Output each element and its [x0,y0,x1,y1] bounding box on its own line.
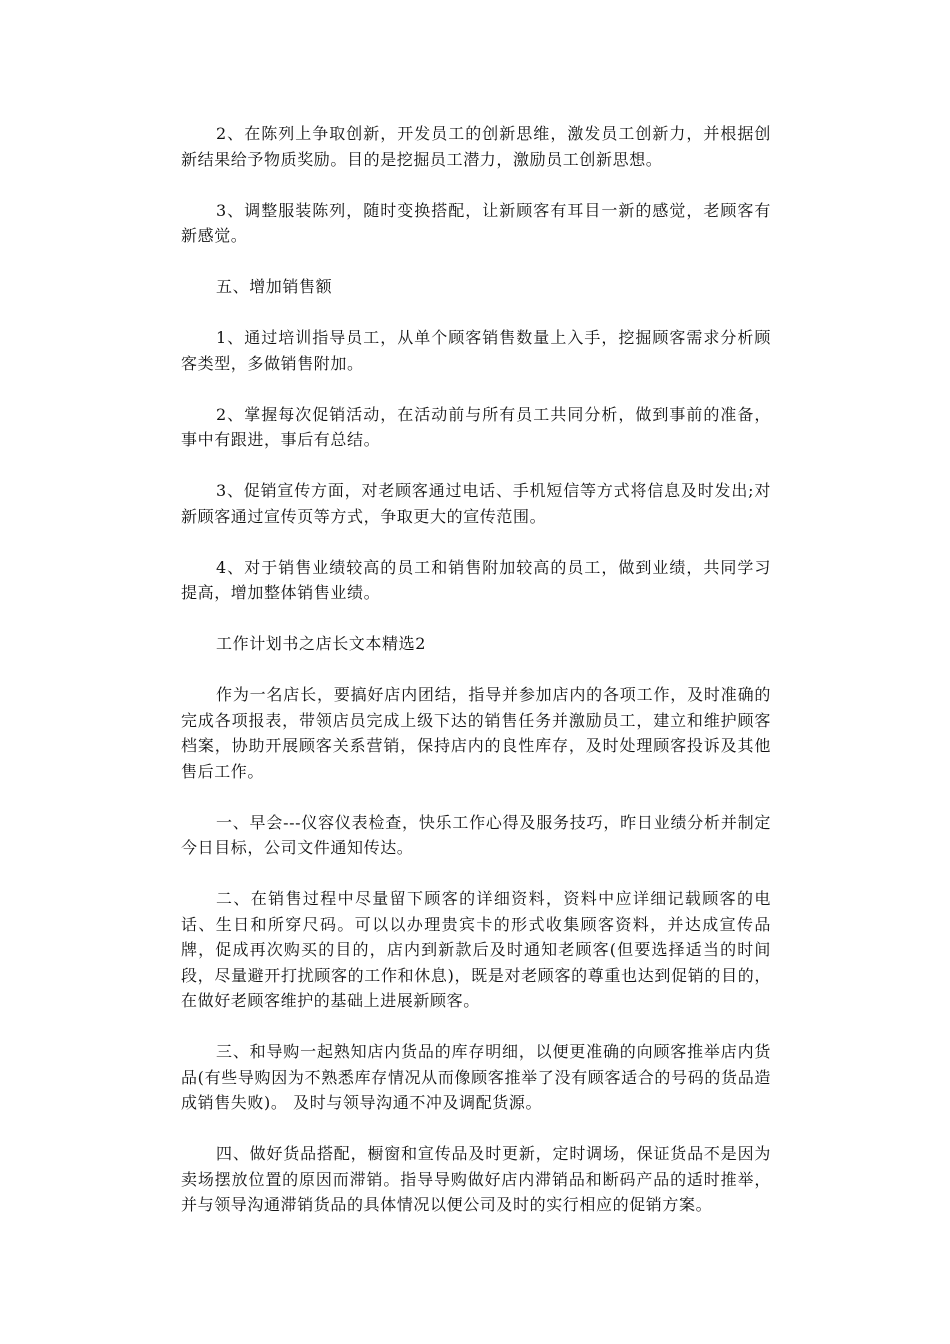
section-heading-increase-sales: 五、增加销售额 [216,277,333,296]
paragraph-high-performers: 4、对于销售业绩较高的员工和销售附加较高的员工，做到业绩，共同学习提高，增加整体销售业绩。 [181,557,771,602]
paragraph-adjust-display: 3、调整服装陈列，随时变换搭配，让新顾客有耳目一新的感觉，老顾客有新感觉。 [181,200,771,245]
paragraph-inventory: 三、和导购一起熟知店内货品的库存明细，以便更准确的向顾客推举店内货品(有些导购因为不熟悉库存情况从而像顾客推举了没有顾客适合的号码的货品造成销售失败)。 及时与领导沟通不冲及调配货源。 [181,1042,771,1112]
paragraph-training-staff: 1、通过培训指导员工，从单个顾客销售数量上入手，挖掘顾客需求分析顾客类型，多做销售附加。 [181,328,771,373]
paragraph-promotion-publicity: 3、促销宣传方面，对老顾客通过电话、手机短信等方式将信息及时发出;对新顾客通过宣传页等方式，争取更大的宣传范围。 [181,481,771,526]
document-page [181,121,771,1243]
paragraph-store-manager-duties: 作为一名店长，要搞好店内团结，指导并参加店内的各项工作，及时准确的完成各项报表，带领店员完成上级下达的销售任务并激励员工，建立和维护顾客档案，协助开展顾客关系营销，保持店内的良性库存，及时处理顾客投诉及其他售后工作。 [181,685,771,781]
paragraph-display-innovation: 2、在陈列上争取创新，开发员工的创新思维，激发员工创新力，并根据创新结果给予物质奖励。目的是挖掘员工潜力，激励员工创新思想。 [181,124,771,169]
document-subtitle: 工作计划书之店长文本精选2 [216,634,426,653]
paragraph-customer-info: 二、在销售过程中尽量留下顾客的详细资料，资料中应详细记载顾客的电话、生日和所穿尺码。可以以办理贵宾卡的形式收集顾客资料，并达成宣传品牌，促成再次购买的目的，店内到新款后及时通知老顾客(但要选择适当的时间段，尽量避开打扰顾客的工作和休息)，既是对老顾客的尊重也达到促销的目的，在做好老顾客维护的基础上进展新顾客。 [181,889,771,1010]
paragraph-morning-meeting: 一、早会---仪容仪表检查，快乐工作心得及服务技巧，昨日业绩分析并制定今日目标，公司文件通知传达。 [181,812,771,857]
paragraph-merchandise-matching: 四、做好货品搭配，橱窗和宣传品及时更新，定时调场，保证货品不是因为卖场摆放位置的原因而滞销。指导导购做好店内滞销品和断码产品的适时推举，并与领导沟通滞销货品的具体情况以便公司及时的实行相应的促销方案。 [181,1144,771,1214]
paragraph-promotion-activities: 2、掌握每次促销活动，在活动前与所有员工共同分析，做到事前的准备，事中有跟进，事后有总结。 [181,404,771,449]
